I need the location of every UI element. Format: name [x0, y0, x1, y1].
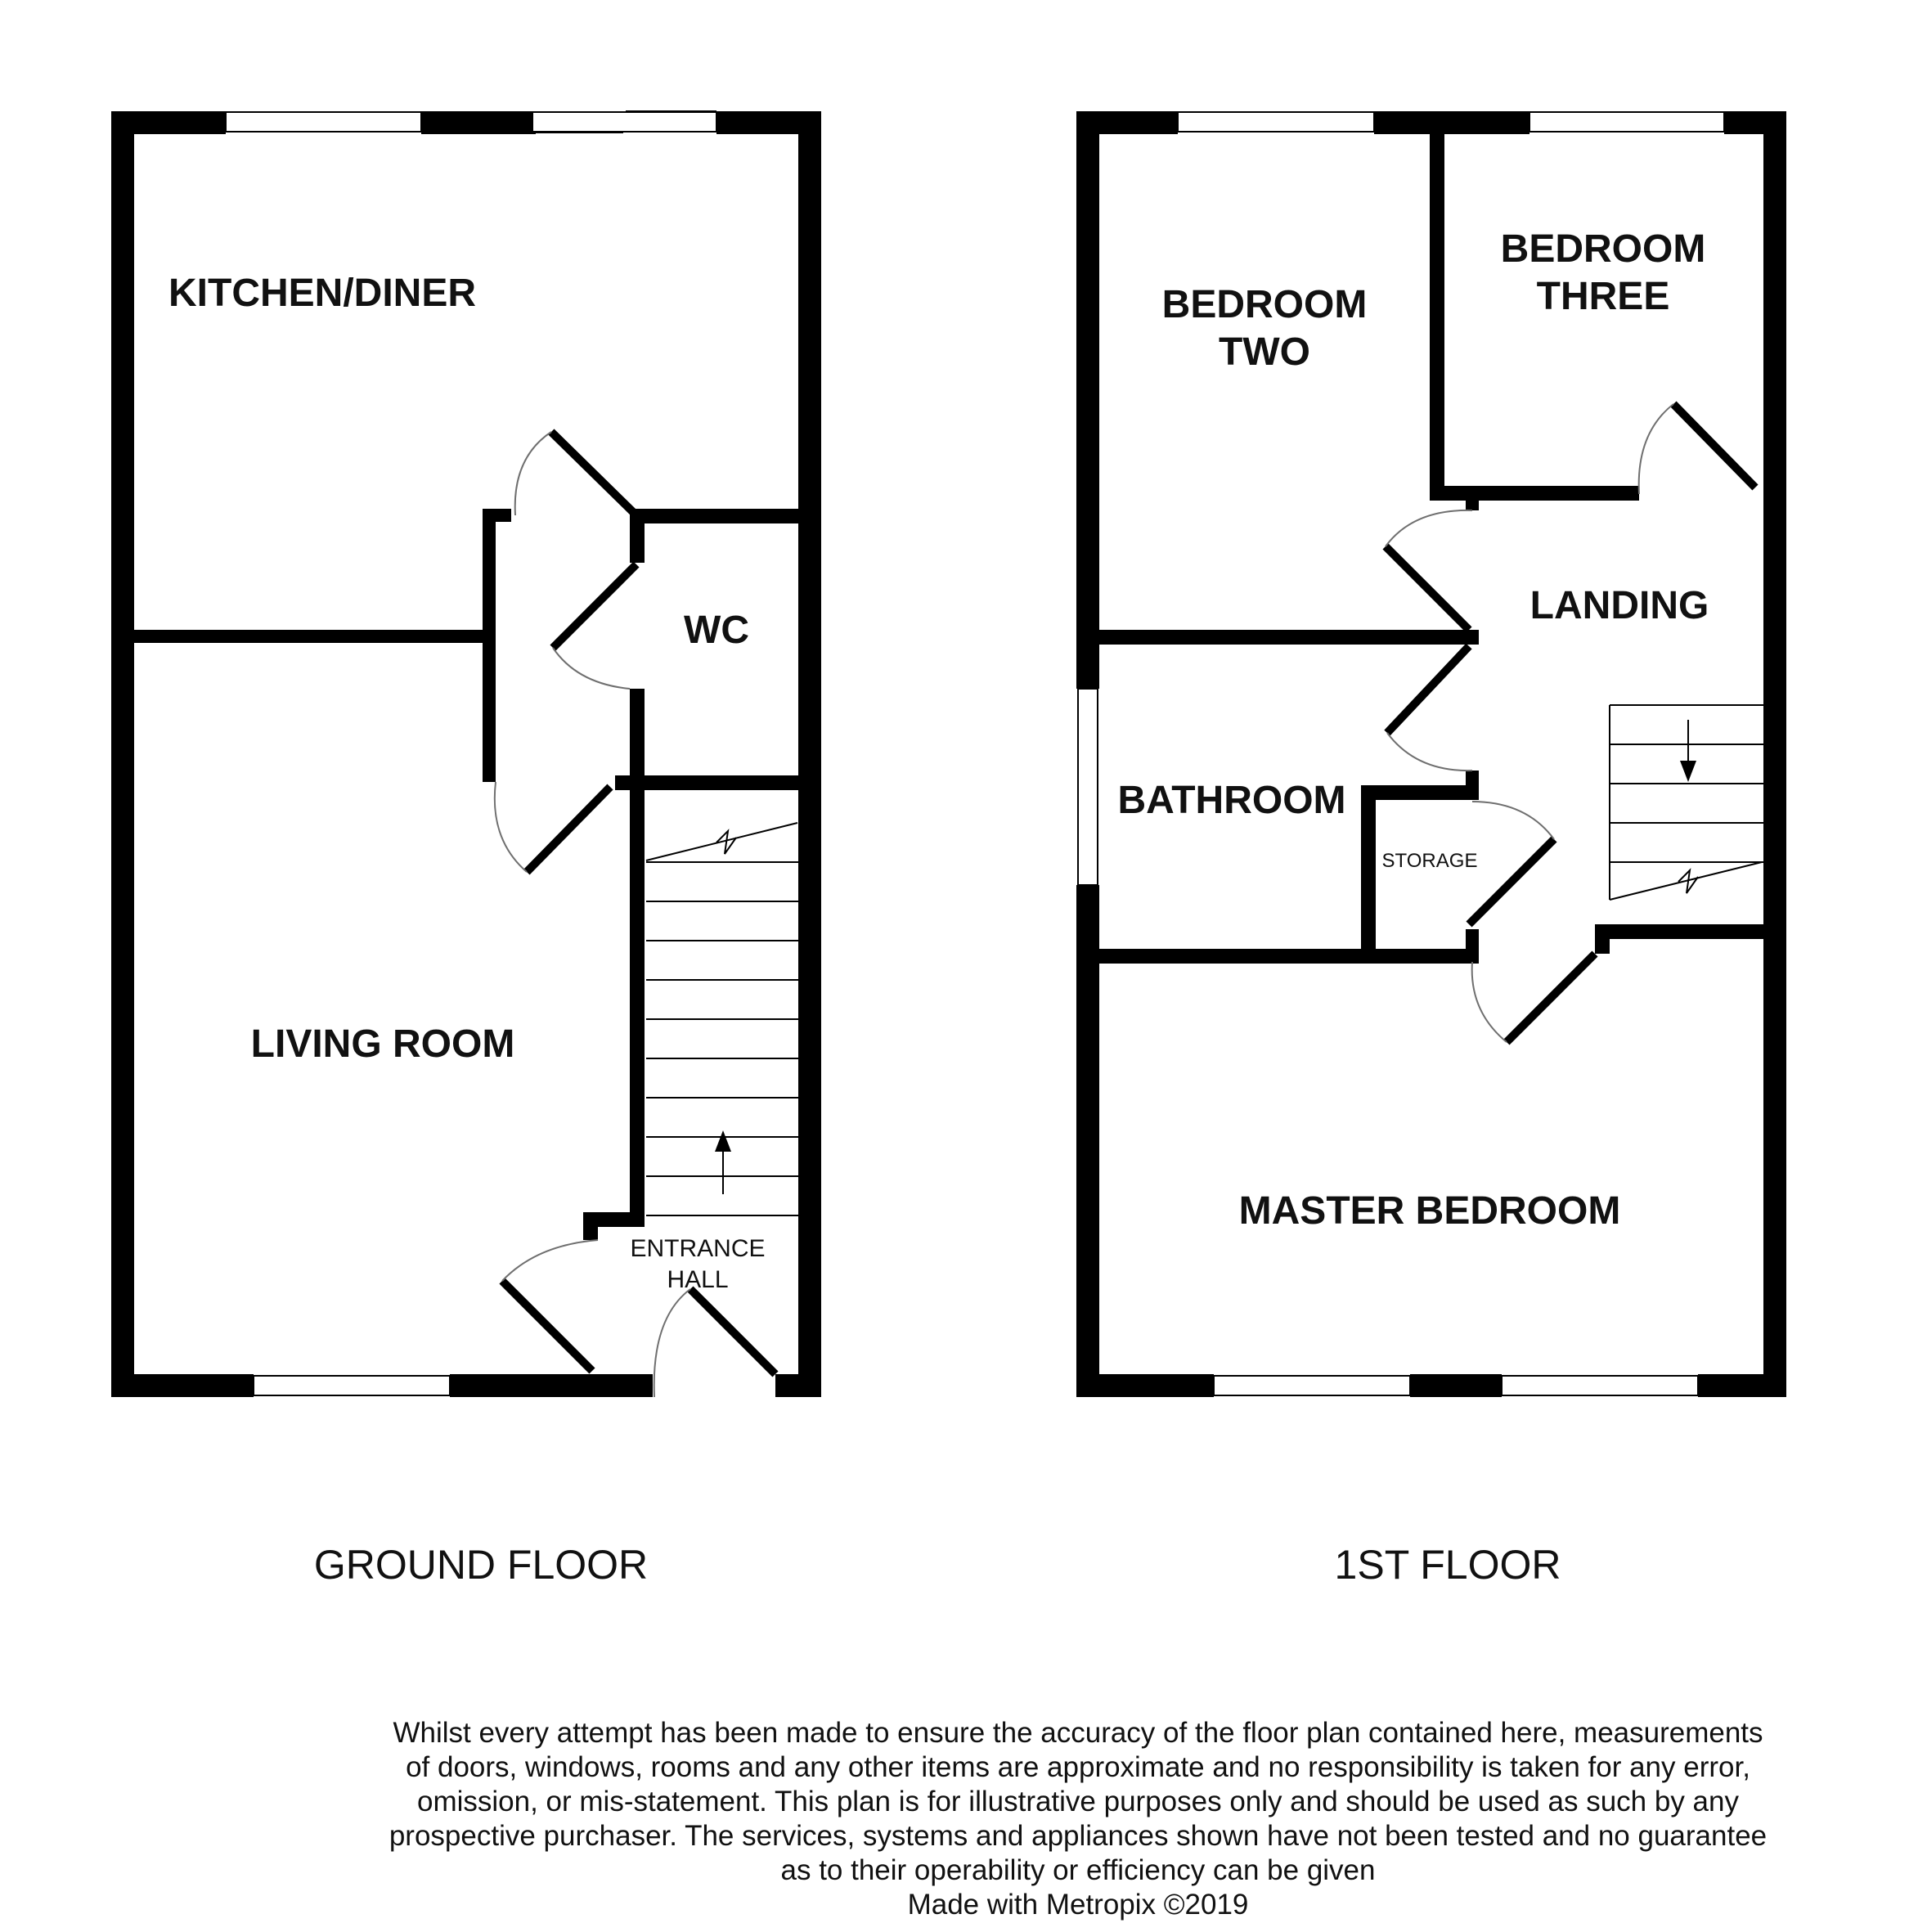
door-wc-swing [553, 648, 630, 689]
door-master-bedroom [1507, 954, 1595, 1042]
wall-storage-top [1361, 785, 1479, 800]
wall-storage-stub-bottom [1466, 929, 1479, 964]
first-outer-wall-left-lower [1076, 885, 1099, 1397]
stair-break-line-ground [646, 823, 797, 860]
floor-title-ground: GROUND FLOOR [313, 1542, 649, 1588]
stair-arrow-down-icon [1680, 761, 1696, 782]
door-living-room [527, 787, 610, 872]
wall-master-top-right [1595, 924, 1763, 939]
wall-storage-left [1361, 785, 1376, 964]
room-label-kitchen: KITCHEN/DINER [168, 272, 477, 315]
first-outer-wall-bottom-mid [1410, 1374, 1502, 1397]
room-label-living-room: LIVING ROOM [250, 1022, 515, 1066]
room-label-wc: WC [684, 609, 749, 652]
first-outer-wall-bottom-right [1698, 1374, 1786, 1397]
window-living-room [254, 1376, 450, 1395]
disclaimer-line: prospective purchaser. The services, systems and appliances shown have not been tested and no guarantee [389, 1820, 1768, 1852]
wall-stair-side [630, 775, 645, 1215]
disclaimer-line: of doors, windows, rooms and any other items are approximate and no responsibility is taken for any error, [406, 1751, 1750, 1783]
first-outer-wall-left-upper [1076, 111, 1099, 689]
room-label-bedroom-two: BEDROOM [1161, 283, 1368, 326]
ground-outer-wall-bottom-mid [450, 1374, 653, 1397]
ground-outer-wall-right [798, 111, 821, 1397]
window-bedroom-two [1178, 112, 1374, 132]
staircase-first [1610, 705, 1763, 900]
wall-bed-two-stub [1466, 486, 1479, 510]
room-label-master-bedroom: MASTER BEDROOM [1238, 1189, 1621, 1233]
ground-outer-wall-left [111, 111, 134, 1397]
door-entrance-hall-to-living [502, 1281, 592, 1371]
ground-outer-wall-top-mid [421, 111, 536, 134]
ground-outer-wall-bottom-left [111, 1374, 254, 1397]
room-label-entrance-hall: ENTRANCE [630, 1235, 766, 1262]
stair-break-line-first [1610, 862, 1762, 900]
wall-bedroom-three-bottom [1430, 486, 1639, 501]
door-master-bedroom-swing [1472, 962, 1507, 1042]
stair-arrow-up-icon [715, 1130, 731, 1152]
wall-bedroom-three-left [1430, 134, 1444, 499]
window-bedroom-three [1529, 112, 1724, 132]
door-bathroom-swing [1387, 733, 1472, 771]
door-bathroom [1387, 646, 1469, 733]
room-label-entrance-hall-line2: HALL [667, 1266, 729, 1293]
front-door [690, 1289, 775, 1374]
door-bedroom-three-swing [1639, 404, 1673, 494]
room-label-bedroom-two-line2: TWO [1219, 330, 1310, 374]
door-kitchen [551, 432, 636, 515]
door-bedroom-three [1673, 404, 1755, 487]
window-bathroom [1078, 689, 1098, 885]
ground-outer-wall-bottom-right [775, 1374, 821, 1397]
wall-kitchen-living [134, 630, 484, 643]
first-outer-wall-bottom-left [1076, 1374, 1214, 1397]
room-label-bedroom-three-line2: THREE [1536, 275, 1670, 318]
floor-title-first: 1ST FLOOR [1334, 1542, 1561, 1588]
metropix-credit: Made with Metropix ©2019 [907, 1889, 1249, 1921]
wall-entrance-stub [583, 1212, 598, 1240]
first-outer-wall-top-mid [1374, 111, 1529, 134]
patio-door [532, 112, 716, 132]
front-door-swing [654, 1289, 690, 1397]
door-storage-swing [1472, 802, 1554, 839]
door-kitchen-swing [515, 432, 551, 515]
wall-hall-vertical [483, 509, 496, 782]
disclaimer-line: omission, or mis-statement. This plan is for illustrative purposes only and should be used as such by any [417, 1786, 1739, 1817]
door-wc [553, 564, 636, 648]
first-floor-plan [1076, 111, 1786, 1588]
room-label-bathroom: BATHROOM [1117, 779, 1346, 822]
wall-wc-left-lower [630, 689, 645, 780]
room-label-bedroom-three: BEDROOM [1500, 227, 1706, 271]
door-entrance-hall-to-living-swing [502, 1240, 598, 1281]
door-storage [1469, 839, 1554, 924]
wall-bathroom-master [1099, 949, 1479, 964]
room-label-storage: STORAGE [1381, 850, 1478, 872]
wall-wc-top [630, 509, 798, 523]
window-kitchen [226, 112, 421, 132]
door-living-room-swing [495, 782, 527, 872]
ground-floor-plan [111, 111, 821, 1588]
window-master-left [1214, 1376, 1410, 1395]
window-master-right [1502, 1376, 1698, 1395]
door-bedroom-two [1386, 546, 1469, 630]
wall-wc-left-upper [630, 509, 645, 563]
wall-storage-stub-top [1466, 771, 1479, 800]
door-bedroom-two-swing [1386, 510, 1472, 546]
disclaimer-line: Whilst every attempt has been made to ensure the accuracy of the floor plan contained here, measurements [393, 1717, 1763, 1749]
room-label-landing: LANDING [1529, 584, 1709, 627]
wall-bed-two-bathroom [1099, 630, 1479, 645]
disclaimer [389, 1717, 1767, 1921]
first-outer-wall-right [1763, 111, 1786, 1397]
wall-master-stub [1595, 924, 1610, 954]
disclaimer-line: as to their operability or efficiency can be given [780, 1854, 1376, 1886]
